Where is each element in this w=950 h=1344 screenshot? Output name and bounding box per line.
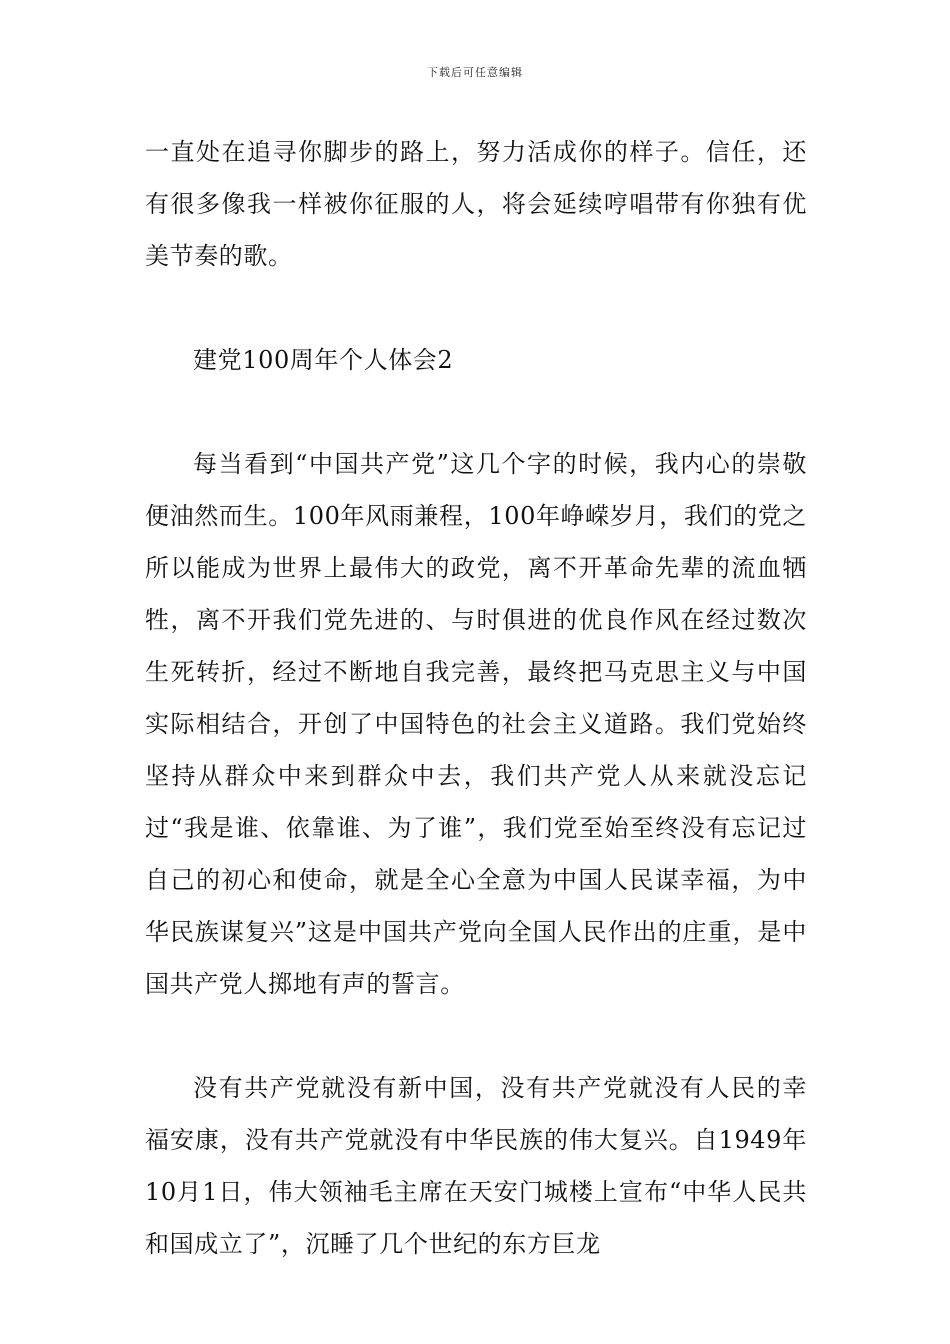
section-heading: 建党100周年个人体会2 <box>193 346 454 374</box>
page-header-note: 下载后可任意编辑 <box>427 66 523 79</box>
paragraph-body-1: 每当看到“中国共产党”这几个字的时候，我内心的崇敬便油然而生。100年风雨兼程，100年峥嵘岁月，我们的党之所以能成为世界上最伟大的政党，离不开革命先辈的流血牺牲，离不开我们党先进的、与时俱进的优良作风在经过数次生死转折，经过不断地自我完善，最终把马克思主义与中国实际相结合，开创了中国特色的社会主义道路。我们党始终坚持从群众中来到群众中去，我们共产党人从来就没忘记过“我是谁、依靠谁、为了谁”，我们党至始至终没有忘记过自己的初心和使命，就是全心全意为中国人民谋幸福，为中华民族谋复兴”这是中国共产党向全国人民作出的庄重，是中国共产党人掷地有声的誓言。 <box>145 450 807 998</box>
paragraph-continuation: 一直处在追寻你脚步的路上，努力活成你的样子。信任，还有很多像我一样被你征服的人，将会延续哼唱带有你独有优美节奏的歌。 <box>145 138 807 270</box>
paragraph-body-2: 没有共产党就没有新中国，没有共产党就没有人民的幸福安康，没有共产党就没有中华民族的伟大复兴。自1949年10月1日，伟大领袖毛主席在天安门城楼上宣布“中华人民共和国成立了”，沉睡了几个世纪的东方巨龙 <box>145 1074 807 1258</box>
document-body <box>145 126 807 1270</box>
